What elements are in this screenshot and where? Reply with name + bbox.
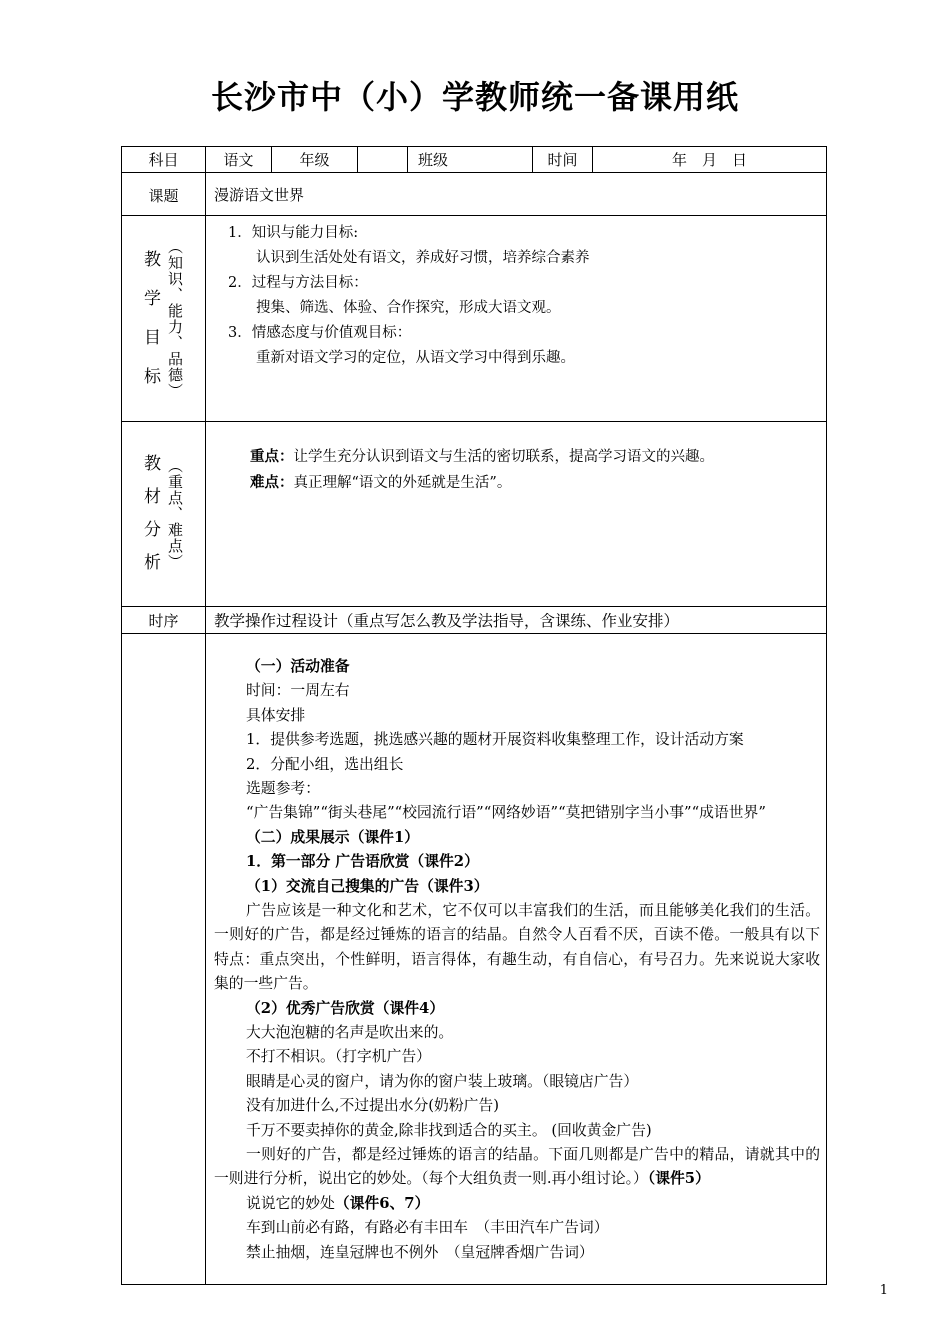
content-paragraph xyxy=(214,997,820,1021)
process-sequence-cell xyxy=(122,634,206,1285)
content-text: （二）成果展示（课件1） xyxy=(246,828,420,846)
goals-row xyxy=(122,216,827,422)
analysis-row xyxy=(122,422,827,607)
content-paragraph xyxy=(214,655,820,679)
lesson-plan-table xyxy=(121,146,827,1285)
content-paragraph xyxy=(214,679,820,703)
content-text: 说说它的妙处 xyxy=(246,1194,335,1212)
goals-label-main: 教 学 目 标 xyxy=(144,249,161,387)
content-paragraph xyxy=(214,850,820,874)
content-paragraph xyxy=(214,1045,820,1069)
content-paragraph xyxy=(214,801,820,825)
goals-label-sub: （知识、能力、品德） xyxy=(166,238,184,399)
content-paragraph xyxy=(214,875,820,899)
content-text: 时间：一周左右 xyxy=(246,682,350,700)
analysis-label-main: 教 材 分 析 xyxy=(144,454,161,573)
difficult-point: 难点：真正理解“语文的外延就是生活”。 xyxy=(250,474,512,491)
content-paragraph xyxy=(214,728,820,752)
content-paragraph xyxy=(214,1143,820,1192)
topic-label: 课题 xyxy=(122,173,206,216)
content-text: 1．提供参考选题，挑选感兴趣的题材开展资料收集整理工作，设计活动方案 xyxy=(246,731,744,749)
topic-value: 漫游语文世界 xyxy=(206,173,827,216)
topic-row xyxy=(122,173,827,216)
content-text: 具体安排 xyxy=(246,706,306,724)
content-paragraph xyxy=(214,1094,820,1118)
content-tail: （课件5） xyxy=(647,1170,710,1188)
content-text: 车到山前必有路，有路必有丰田车 （丰田汽车广告词） xyxy=(246,1219,609,1237)
grade-value xyxy=(358,147,408,173)
grade-label: 年级 xyxy=(272,147,358,173)
content-text: 没有加进什么,不过提出水分(奶粉广告) xyxy=(246,1097,500,1115)
analysis-content xyxy=(206,422,827,607)
content-paragraph xyxy=(214,1021,820,1045)
content-paragraph xyxy=(214,777,820,801)
content-text: 2．分配小组，选出组长 xyxy=(246,755,404,773)
time-value: 年 月 日 xyxy=(593,147,827,173)
content-text: 眼睛是心灵的窗户，请为你的窗户装上玻璃。（眼镜店广告） xyxy=(246,1072,639,1090)
content-text: （2）优秀广告欣赏（课件4） xyxy=(246,999,445,1017)
analysis-label xyxy=(122,422,206,607)
sequence-label: 时序 xyxy=(122,607,206,634)
goal-text: 搜集、筛选、体验、合作探究，形成大语文观。 xyxy=(256,300,561,316)
content-paragraph xyxy=(214,1192,820,1216)
content-tail: （课件6、7） xyxy=(334,1194,430,1212)
content-text: 广告应该是一种文化和艺术，它不仅可以丰富我们的生活，而且能够美化我们的生活。一则好的广告，都是经过锤炼的语言的结晶。自然令人百看不厌，百读不倦。一般具有以下特点：重点突出，个性鲜明，语言得体，有趣生动，有自信心，有号召力。先来说说大家收集的一些广告。 xyxy=(214,901,820,993)
content-text: 不打不相识。（打字机广告） xyxy=(246,1048,431,1066)
content-paragraph xyxy=(214,753,820,777)
content-text: 千万不要卖掉你的黄金,除非找到适合的买主。 (回收黄金广告) xyxy=(246,1121,652,1139)
content-text: （一）活动准备 xyxy=(246,657,350,675)
content-text: 大大泡泡糖的名声是吹出来的。 xyxy=(246,1024,454,1042)
sequence-value: 教学操作过程设计（重点写怎么教及学法指导，含课练、作业安排） xyxy=(206,607,827,634)
content-paragraph xyxy=(214,1119,820,1143)
goal-heading: 3．情感态度与价值观目标： xyxy=(228,325,412,341)
content-paragraph xyxy=(214,1216,820,1240)
page-title: 长沙市中（小）学教师统一备课用纸 xyxy=(210,78,739,116)
content-text: 禁止抽烟，连皇冠牌也不例外 （皇冠牌香烟广告词） xyxy=(246,1243,594,1261)
goal-heading: 2．过程与方法目标： xyxy=(228,275,368,291)
content-paragraph xyxy=(214,704,820,728)
content-text: 一则好的广告，都是经过锤炼的语言的结晶。下面几则都是广告中的精品，请就其中的一则进行分析，说出它的妙处。（每个大组负责一则.再小组讨论。） xyxy=(214,1146,820,1188)
content-text: 1．第一部分 广告语欣赏（课件2） xyxy=(246,853,479,871)
goal-heading: 1．知识与能力目标: xyxy=(228,225,359,241)
subject-label: 科目 xyxy=(122,147,206,173)
content-paragraph xyxy=(214,1241,820,1265)
content-paragraph xyxy=(214,1070,820,1094)
content-text: “广告集锦”“街头巷尾”“校园流行语”“网络妙语”“莫把错别字当小事”“成语世界” xyxy=(246,804,766,822)
goal-text: 重新对语文学习的定位，从语文学习中得到乐趣。 xyxy=(256,350,575,366)
content-paragraph xyxy=(214,826,820,850)
key-point: 重点：让学生充分认识到语文与生活的密切联系，提高学习语文的兴趣。 xyxy=(250,448,714,465)
content-text: （1）交流自己搜集的广告（课件3） xyxy=(246,877,489,895)
goals-content xyxy=(206,216,827,422)
goals-label xyxy=(122,216,206,422)
content-paragraph xyxy=(214,899,820,997)
process-content xyxy=(206,634,827,1285)
time-label: 时间 xyxy=(533,147,593,173)
page-number: 1 xyxy=(879,1283,888,1298)
subject-value: 语文 xyxy=(206,147,272,173)
header-row xyxy=(122,147,827,173)
goal-text: 认识到生活处处有语文，养成好习惯，培养综合素养 xyxy=(256,250,590,266)
content-text: 选题参考： xyxy=(246,779,320,797)
sequence-row xyxy=(122,607,827,634)
analysis-label-sub: （重点、难点） xyxy=(166,458,184,570)
process-row xyxy=(122,634,827,1285)
class-label: 班级 xyxy=(408,147,533,173)
